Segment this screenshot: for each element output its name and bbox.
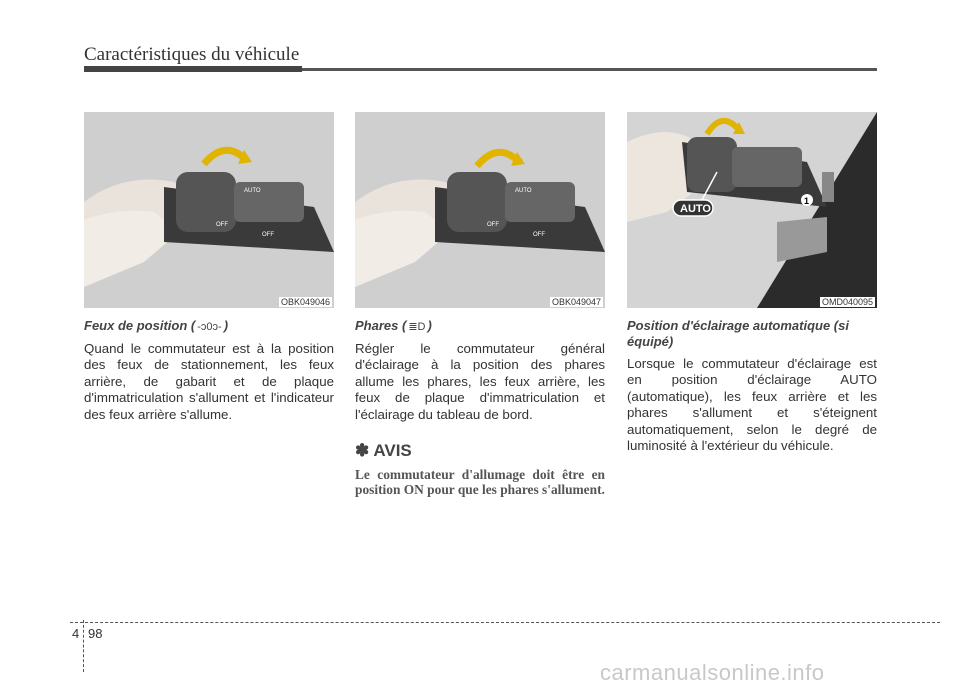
photo-lever-auto — [627, 112, 877, 308]
column-headlamps — [355, 112, 605, 498]
page-number: 98 — [88, 626, 103, 641]
section-title-auto-light: Position d'éclairage automatique (si équipé) — [627, 318, 849, 349]
avis-text: Le commutateur d'allumage doit être en position ON pour que les phares s'allument. — [355, 467, 605, 498]
watermark: carmanualsonline.info — [600, 660, 825, 685]
section-title-position-lamps: Feux de position ( -ↄ0ↄ- ) — [84, 318, 229, 333]
auto-light-text: Lorsque le commutateur d'éclairage est en position d'éclairage AUTO (automatique), les feux arrière et les phares s'allument et s'éteignent automatiquement, selon le degré de luminosité à l'extérieur du véhicule. — [627, 356, 877, 454]
position-lamps-text: Quand le commutateur est à la position des feux de stationnement, les feux arrière, de gabarit et de plaque d'immatriculation s'allument et l'indicateur des feux arrière s'allume. — [84, 341, 334, 422]
section-title-headlamps: Phares ( ≣D ) — [355, 318, 432, 333]
footer-divider — [83, 620, 84, 672]
photo-id: OMD040095 — [821, 297, 873, 307]
header-rule-accent — [84, 66, 302, 72]
lever-label-off-2: OFF — [262, 232, 274, 238]
position-lamp-icon: -ↄ0ↄ- — [197, 321, 222, 333]
auto-callout-label: AUTO — [680, 203, 711, 215]
callout-number: 1 — [804, 196, 810, 206]
lever-label-off-2: OFF — [533, 232, 545, 238]
lever-label-off: OFF — [487, 222, 499, 228]
chapter-number: 4 — [72, 626, 80, 641]
photo-lever-headlamps — [355, 112, 605, 308]
lever-label-auto: AUTO — [515, 188, 532, 194]
photo-lever-position-lamps — [84, 112, 334, 308]
lever-label-off: OFF — [216, 222, 228, 228]
column-auto-light — [627, 112, 877, 454]
column-position-lamps — [84, 112, 334, 423]
photo-id: OBK049046 — [280, 297, 330, 307]
footer-rule — [70, 622, 940, 623]
photo-id: OBK049047 — [551, 297, 601, 307]
page-header-title: Caractéristiques du véhicule — [84, 44, 300, 65]
avis-title: ✽ AVIS — [355, 441, 412, 461]
headlamps-text: Régler le commutateur général d'éclairage à la position des phares allume les phares, les feux arrière, les feux de plaque d'immatriculation et l'éclairage du tableau de bord. — [355, 341, 605, 422]
headlamp-icon: ≣D — [408, 321, 426, 333]
lever-label-auto: AUTO — [244, 188, 261, 194]
